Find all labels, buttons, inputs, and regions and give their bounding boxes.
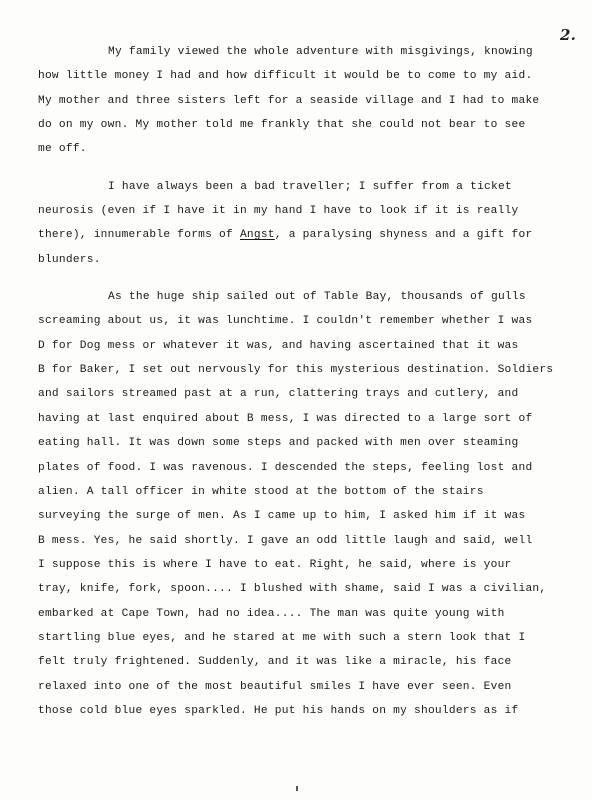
text-line: startling blue eyes, and he stared at me with such a stern look that I [38, 631, 526, 644]
text-line: and sailors streamed past at a run, clattering trays and cutlery, and [38, 388, 519, 401]
text-line: I suppose this is where I have to eat. Right, he said, where is your [38, 558, 512, 571]
text-line: tray, knife, fork, spoon.... I blushed with shame, said I was a civilian, [38, 583, 547, 596]
text-segment: there), innumerable forms of [38, 229, 240, 242]
paragraph-3 [38, 285, 558, 723]
text-line: D for Dog mess or whatever it was, and having ascertained that it was [38, 339, 519, 352]
text-line: My family viewed the whole adventure with misgivings, knowing [108, 46, 533, 58]
text-line: surveying the surge of men. As I came up to him, I asked him if it was [38, 510, 526, 523]
text-line: neurosis (even if I have it in my hand I have to look if it is really [38, 205, 519, 218]
paragraph-2 [38, 175, 558, 272]
text-line [38, 223, 558, 247]
paragraph-1 [38, 40, 558, 162]
paragraph-gap [38, 272, 558, 285]
text-line: I have always been a bad traveller; I suffer from a ticket [108, 180, 512, 193]
text-line: relaxed into one of the most beautiful smiles I have ever seen. Even [38, 680, 512, 693]
text-line: alien. A tall officer in white stood at the bottom of the stairs [38, 485, 484, 498]
text-line: how little money I had and how difficult it would be to come to my aid. [38, 70, 533, 83]
page-number: 2. [560, 26, 577, 44]
text-line: blunders. [38, 253, 101, 266]
body-text [38, 40, 558, 723]
underlined-word-angst: Angst [239, 229, 275, 242]
text-line: embarked at Cape Town, had no idea.... The man was quite young with [38, 607, 505, 620]
text-line: felt truly frightened. Suddenly, and it was like a miracle, his face [38, 656, 512, 669]
paragraph-gap [38, 162, 558, 175]
text-line: do on my own. My mother told me frankly that she could not bear to see [38, 119, 526, 132]
text-line: eating hall. It was down some steps and packed with men over steaming [38, 437, 519, 450]
text-segment: , a paralysing shyness and a gift for [274, 229, 533, 242]
page-mark [296, 786, 298, 791]
text-line: My mother and three sisters left for a seaside village and I had to make [38, 94, 540, 107]
text-line: B mess. Yes, he said shortly. I gave an odd little laugh and said, well [38, 534, 533, 547]
text-line: me off. [38, 143, 87, 156]
text-line: B for Baker, I set out nervously for this mysterious destination. Soldiers [38, 364, 554, 377]
text-line: screaming about us, it was lunchtime. I couldn't remember whether I was [38, 315, 533, 328]
text-line: having at last enquired about B mess, I was directed to a large sort of [38, 412, 533, 425]
text-line: plates of food. I was ravenous. I descended the steps, feeling lost and [38, 461, 533, 474]
text-line: those cold blue eyes sparkled. He put his hands on my shoulders as if [38, 704, 519, 717]
text-line: As the huge ship sailed out of Table Bay, thousands of gulls [108, 291, 526, 304]
